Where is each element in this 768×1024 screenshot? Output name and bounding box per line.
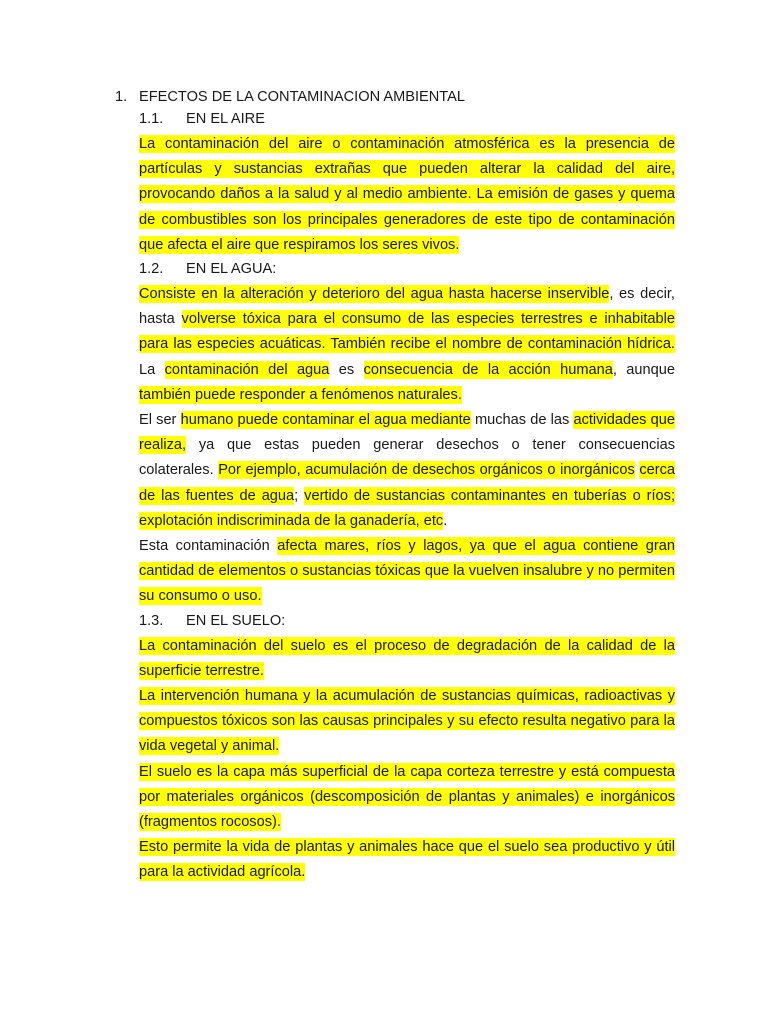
plain-text: . xyxy=(443,512,448,529)
highlighted-text: vertido de sustancias contaminantes en tuberías o ríos; explotación indiscriminada de la ganadería, etc xyxy=(139,487,676,529)
highlighted-text: Consiste en la alteración y deterioro del agua hasta hacerse inservible xyxy=(139,286,610,303)
paragraph-aire-1 xyxy=(139,132,675,258)
highlighted-text: La intervención humana y la acumulación de sustancias químicas, radioactivas y compuestos tóxicos son las causas principales y su efecto resulta negativo para la vida vegetal y animal. xyxy=(139,688,675,755)
plain-text: El ser xyxy=(139,412,181,429)
paragraph-suelo-4 xyxy=(139,835,675,885)
highlighted-text: también puede responder a fenómenos naturales. xyxy=(139,386,462,403)
highlighted-text: cerca de las fuentes de agua xyxy=(139,462,675,504)
plain-text: , es decir, hasta xyxy=(139,286,675,328)
highlighted-text: La contaminación del aire o contaminación atmosférica es la presencia de partículas y sustancias extrañas que pueden alterar la calidad del aire, provocando daños a la salud y al medio ambiente. La emisión de gases y quema de combustibles son los principales generadores de este tipo de contaminación que afecta el aire que respiramos los seres vivos. xyxy=(139,136,675,253)
section-number-aire: 1.1. xyxy=(139,111,164,127)
paragraph-suelo-1 xyxy=(139,634,675,684)
paragraph-agua-3 xyxy=(139,534,675,610)
section-title-agua: EN EL AGUA: xyxy=(186,261,277,278)
highlighted-text: contaminación del agua xyxy=(164,361,330,378)
highlighted-text: consecuencia de la acción humana xyxy=(363,361,613,378)
plain-text: La xyxy=(139,361,165,378)
plain-text: muchas de las xyxy=(470,412,574,429)
plain-text: Esta contaminación xyxy=(139,538,278,555)
highlighted-text: Esto permite la vida de plantas y animales hace que el suelo sea productivo y útil para la actividad agrícola. xyxy=(139,839,675,881)
section-heading-aire xyxy=(139,108,675,132)
section-heading-suelo xyxy=(139,610,675,634)
paragraph-agua-2 xyxy=(139,408,675,534)
plain-text: ya que estas pueden generar desechos o tener consecuencias colaterales. xyxy=(139,437,675,479)
highlighted-text: El suelo es la capa más superficial de la capa corteza terrestre y está compuesta por materiales orgánicos (descomposición de plantas y animales) e inorgánicos (fragmentos rocosos). xyxy=(139,763,675,831)
highlighted-text: volverse tóxica para el consumo de las especies terrestres e inhabitable para las especies acuáticas. También recibe el nombre de contaminación hídrica. xyxy=(139,311,675,353)
section-title-aire: EN EL AIRE xyxy=(186,111,265,127)
paragraph-agua-1 xyxy=(139,282,675,408)
paragraph-suelo-2 xyxy=(139,684,675,760)
paragraph-suelo-3 xyxy=(139,760,675,836)
highlighted-text: humano puede contaminar el agua mediante xyxy=(180,412,471,429)
highlighted-text: actividades que realiza, xyxy=(139,412,675,454)
plain-text: ; xyxy=(294,487,305,504)
main-heading-number: 1. xyxy=(115,89,128,105)
section-number-agua: 1.2. xyxy=(139,261,164,278)
plain-text: es xyxy=(329,361,364,378)
highlighted-text: Por ejemplo, acumulación de desechos orgánicos o inorgánicos xyxy=(218,462,635,479)
main-heading-title: EFECTOS DE LA CONTAMINACION AMBIENTAL xyxy=(139,89,465,105)
document-body xyxy=(115,86,676,886)
main-heading xyxy=(115,86,675,108)
plain-text: , aunque xyxy=(612,361,675,378)
section-title-suelo: EN EL SUELO: xyxy=(186,612,286,629)
highlighted-text: afecta mares, ríos y lagos, ya que el agua contiene gran cantidad de elementos o sustancias tóxicas que la vuelven insalubre y no permiten su consumo o uso. xyxy=(139,538,675,605)
section-number-suelo: 1.3. xyxy=(139,612,164,629)
highlighted-text: La contaminación del suelo es el proceso de degradación de la calidad de la superficie terrestre. xyxy=(139,637,675,679)
section-heading-agua xyxy=(139,258,675,282)
